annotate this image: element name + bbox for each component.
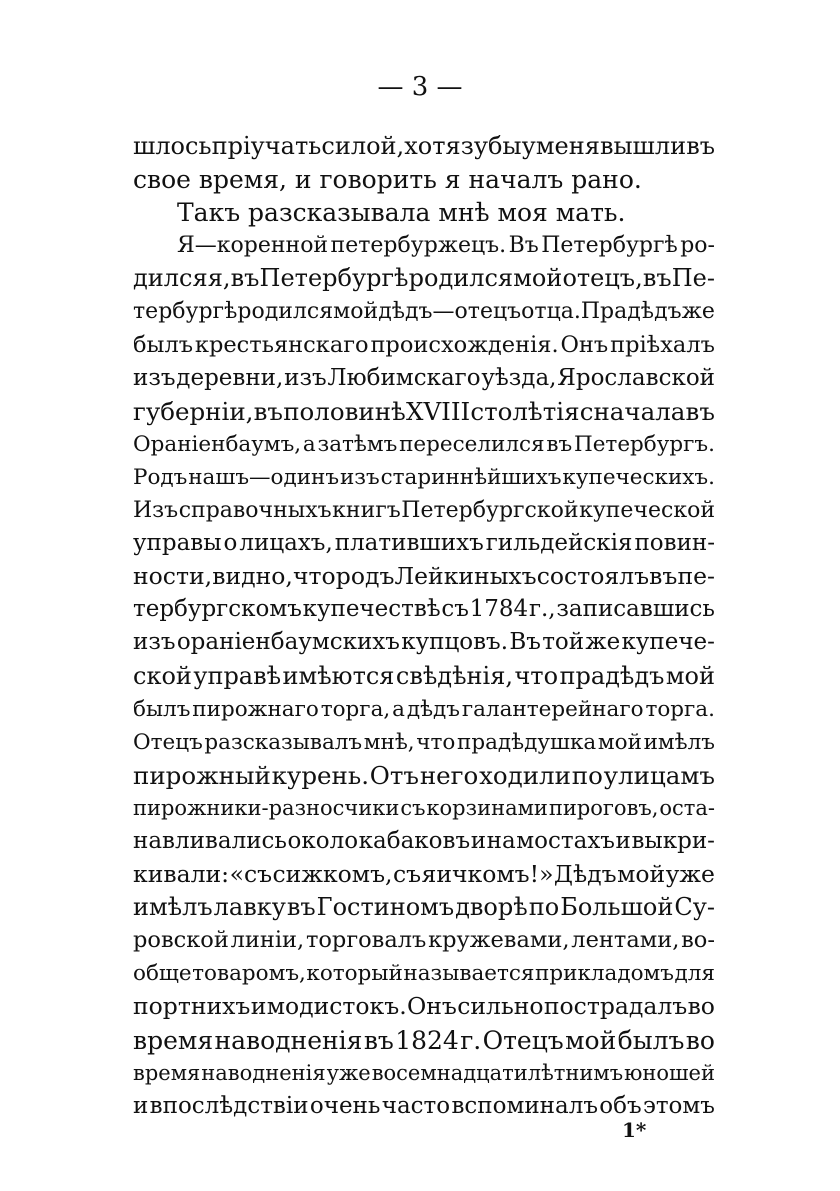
word: лавку bbox=[213, 893, 286, 922]
word: что bbox=[416, 729, 456, 755]
word: восемнадцатилѣтнимъ bbox=[371, 1060, 624, 1085]
word: зубы bbox=[460, 132, 522, 160]
word: происхожденія. bbox=[370, 331, 559, 358]
word: торговалъ bbox=[305, 927, 427, 954]
text-line bbox=[133, 1057, 715, 1090]
word: сначала bbox=[579, 396, 686, 426]
word: свѣдѣнія, bbox=[395, 661, 513, 690]
word: Въ bbox=[509, 629, 541, 656]
body-text bbox=[133, 130, 715, 1123]
word: а bbox=[302, 431, 316, 457]
word: XVIII bbox=[406, 396, 471, 426]
word: былъ bbox=[133, 331, 194, 358]
word: лицахъ, bbox=[239, 530, 333, 557]
word: пе- bbox=[677, 562, 715, 591]
word: Пе- bbox=[671, 264, 715, 293]
word: а bbox=[392, 696, 405, 722]
word: торга. bbox=[645, 696, 715, 722]
word: видно, bbox=[212, 562, 293, 591]
word: въ bbox=[686, 132, 715, 160]
word: прадѣдушка bbox=[457, 729, 597, 755]
word: по bbox=[571, 760, 603, 790]
word: состоялъ bbox=[536, 562, 650, 591]
word: дѣдъ—отецъ bbox=[378, 299, 522, 325]
word: справочныхъ bbox=[178, 498, 332, 524]
word: имѣются bbox=[282, 661, 395, 690]
word: кивали: bbox=[133, 860, 230, 889]
text-line bbox=[133, 957, 715, 990]
word: улицамъ bbox=[603, 760, 715, 790]
word: ходили bbox=[479, 760, 571, 790]
word: и bbox=[250, 992, 267, 1021]
word: Гостиномъ bbox=[316, 893, 455, 922]
word: товаромъ, bbox=[192, 961, 306, 987]
word: изъ bbox=[133, 629, 176, 656]
word: ности, bbox=[133, 562, 213, 591]
word: Отецъ bbox=[133, 729, 203, 755]
word: Су- bbox=[674, 893, 715, 922]
text-line bbox=[133, 560, 715, 593]
text-line bbox=[133, 825, 715, 858]
word: губерніи, bbox=[133, 396, 254, 426]
word: пирожнаго bbox=[192, 696, 319, 722]
word: родился bbox=[237, 299, 334, 325]
word: тербургѣ bbox=[133, 299, 238, 325]
word: время bbox=[133, 1025, 214, 1055]
word: Родъ bbox=[133, 464, 188, 490]
word: обще bbox=[133, 961, 192, 987]
word: Петербургской bbox=[401, 498, 579, 524]
word: отца. bbox=[521, 299, 581, 325]
word: шлось bbox=[133, 132, 212, 160]
word: модистокъ. bbox=[266, 992, 407, 1021]
word: на bbox=[486, 827, 516, 854]
page-number: — 3 — bbox=[377, 72, 463, 102]
word: Изъ bbox=[133, 498, 179, 524]
text-line bbox=[133, 395, 715, 428]
text-line bbox=[133, 660, 715, 693]
word: наводненія bbox=[201, 1060, 326, 1085]
text-line bbox=[133, 858, 715, 891]
word: купеческой bbox=[579, 498, 715, 524]
word: и bbox=[470, 827, 487, 854]
text-line bbox=[133, 428, 715, 461]
word: пріучать bbox=[211, 132, 322, 160]
text-line bbox=[133, 1024, 715, 1057]
word: книгъ bbox=[332, 498, 401, 524]
line-text: свое время, и говорить я началъ рано. bbox=[133, 165, 642, 195]
word: торга, bbox=[320, 696, 391, 722]
word: прикладомъ bbox=[535, 961, 674, 987]
word: 1784 bbox=[469, 596, 529, 623]
word: наводненія bbox=[214, 1025, 363, 1055]
word: въ bbox=[546, 431, 573, 457]
text-line bbox=[133, 759, 715, 792]
word: очень bbox=[309, 1092, 381, 1119]
word: и bbox=[615, 827, 631, 854]
word: той bbox=[542, 629, 585, 656]
word: Прадѣдъ bbox=[580, 299, 682, 325]
word: уже bbox=[326, 1060, 371, 1085]
word: лентами, bbox=[571, 927, 680, 954]
word: Онъ bbox=[560, 331, 609, 358]
word: разсказывалъ bbox=[204, 729, 363, 755]
word: Ярославской bbox=[557, 364, 715, 391]
text-line bbox=[133, 229, 715, 262]
word: кабаковъ bbox=[358, 827, 471, 854]
word: петербуржецъ. bbox=[330, 233, 507, 259]
word: сижкомъ, bbox=[272, 860, 393, 889]
text-line bbox=[133, 990, 715, 1023]
word: уѣзда, bbox=[481, 364, 557, 391]
word: затѣмъ bbox=[317, 431, 398, 457]
word: въ bbox=[649, 562, 678, 591]
word: ро- bbox=[680, 233, 715, 259]
text-line bbox=[133, 163, 715, 196]
word: вышли bbox=[599, 132, 687, 160]
text-line bbox=[133, 494, 715, 527]
word: изъ bbox=[284, 364, 327, 391]
word: Большой bbox=[560, 893, 674, 922]
text-line bbox=[133, 792, 715, 825]
word: въ bbox=[642, 264, 672, 293]
word: мнѣ, bbox=[363, 729, 415, 755]
word: что bbox=[514, 661, 559, 690]
word: ораніенбаумскихъ bbox=[176, 629, 400, 656]
word: записавшись bbox=[556, 596, 715, 623]
word: Петербургѣ bbox=[541, 233, 678, 259]
word: галантерейнаго bbox=[461, 696, 644, 722]
word: уже bbox=[665, 860, 715, 889]
word: управы bbox=[133, 530, 222, 557]
text-line bbox=[133, 626, 715, 659]
word: пирожники-разносчики bbox=[133, 795, 400, 820]
text-line bbox=[133, 924, 715, 957]
word: столѣтія bbox=[470, 396, 580, 426]
word: родъ bbox=[335, 562, 395, 591]
word: мой bbox=[665, 661, 715, 690]
text-line bbox=[133, 527, 715, 560]
word: Отецъ bbox=[482, 1025, 564, 1055]
word: въ bbox=[685, 396, 715, 426]
word: мой bbox=[597, 729, 642, 755]
word: Дѣдъ bbox=[553, 860, 617, 889]
word: «съ bbox=[229, 860, 273, 889]
word: стариннѣйшихъ bbox=[380, 464, 562, 490]
word: купцовъ. bbox=[401, 629, 509, 656]
word: силой, bbox=[321, 132, 405, 160]
word: въ bbox=[286, 893, 316, 922]
word: г. bbox=[460, 1025, 482, 1055]
text-line bbox=[133, 593, 715, 626]
word: г., bbox=[528, 596, 556, 623]
word: прадѣдъ bbox=[559, 661, 665, 690]
word: мой bbox=[333, 299, 379, 325]
word: хотя bbox=[404, 132, 461, 160]
word: Онъ bbox=[406, 992, 457, 1021]
word: этомъ bbox=[642, 1092, 715, 1119]
word: нашъ—одинъ bbox=[188, 464, 340, 490]
word: дился bbox=[133, 264, 208, 293]
word: и bbox=[133, 1092, 149, 1119]
word: навливались bbox=[133, 827, 287, 854]
word: съ bbox=[392, 860, 422, 889]
text-line bbox=[133, 726, 715, 759]
word: Въ bbox=[508, 233, 539, 259]
word: же bbox=[681, 299, 715, 325]
word: мостахъ bbox=[516, 827, 615, 854]
text-line bbox=[133, 262, 715, 295]
word: во- bbox=[681, 927, 715, 954]
line-text: Такъ разсказывала мнѣ моя мать. bbox=[177, 198, 626, 228]
text-line bbox=[133, 362, 715, 395]
text-line bbox=[133, 891, 715, 924]
word: переселился bbox=[399, 431, 545, 457]
word: тербургскомъ bbox=[133, 596, 302, 623]
word: платившихъ bbox=[334, 530, 484, 557]
word: имѣлъ bbox=[643, 729, 715, 755]
word: кружевами, bbox=[428, 927, 570, 954]
word: во bbox=[685, 1025, 715, 1055]
word: пострадалъ bbox=[543, 992, 688, 1021]
word: около bbox=[287, 827, 359, 854]
word: купече- bbox=[621, 629, 715, 656]
word: купеческихъ. bbox=[562, 464, 715, 490]
word: отецъ, bbox=[562, 264, 643, 293]
word: Ораніенбаумъ, bbox=[133, 431, 302, 457]
word: съ bbox=[400, 795, 426, 820]
word: 1824 bbox=[395, 1025, 459, 1055]
text-line bbox=[133, 461, 715, 494]
word: Я—коренной bbox=[177, 233, 329, 259]
word: выкри- bbox=[631, 827, 715, 854]
word: Отъ bbox=[369, 760, 420, 790]
word: корзинами bbox=[426, 795, 548, 820]
word: оста- bbox=[659, 795, 715, 820]
word: для bbox=[674, 961, 715, 987]
word: яичкомъ!» bbox=[421, 860, 554, 889]
word: курень. bbox=[271, 760, 369, 790]
word: во bbox=[687, 992, 715, 1021]
word: Петербургѣ bbox=[259, 264, 409, 293]
text-line bbox=[133, 196, 715, 229]
word: въ bbox=[230, 264, 260, 293]
word: Любимскаго bbox=[327, 364, 481, 391]
word: купечествѣ bbox=[302, 596, 441, 623]
text-line bbox=[133, 295, 715, 328]
word: что bbox=[292, 562, 336, 591]
text-line bbox=[133, 329, 715, 362]
word: повин- bbox=[634, 530, 715, 557]
word: время bbox=[133, 1060, 201, 1085]
word: изъ bbox=[133, 364, 176, 391]
word: ровской bbox=[133, 927, 229, 954]
word: гильдейскія bbox=[485, 530, 633, 557]
word: который bbox=[306, 961, 403, 987]
word: пріѣхалъ bbox=[610, 331, 715, 358]
word: юношей bbox=[624, 1060, 715, 1085]
word: часто bbox=[381, 1092, 451, 1119]
word: Лейкиныхъ bbox=[394, 562, 537, 591]
word: Петербургъ. bbox=[573, 431, 715, 457]
word: родился bbox=[408, 264, 514, 293]
word: мой bbox=[617, 860, 666, 889]
word: деревни, bbox=[176, 364, 284, 391]
word: крестьянскаго bbox=[194, 331, 369, 358]
word: дворѣ bbox=[455, 893, 528, 922]
word: пирожный bbox=[133, 760, 271, 790]
word: мой bbox=[513, 264, 563, 293]
signature-mark: 1* bbox=[622, 1118, 647, 1142]
word: пироговъ, bbox=[548, 795, 659, 820]
word: былъ bbox=[133, 696, 191, 722]
word: по bbox=[528, 893, 560, 922]
word: управѣ bbox=[193, 661, 282, 690]
word: въ bbox=[363, 1025, 394, 1055]
word: него bbox=[419, 760, 479, 790]
word: дѣдъ bbox=[406, 696, 460, 722]
word: въ bbox=[253, 396, 284, 426]
word: у bbox=[521, 132, 536, 160]
word: я, bbox=[207, 264, 231, 293]
word: называется bbox=[403, 961, 535, 987]
word: впослѣдствіи bbox=[149, 1092, 309, 1119]
word: вспоминалъ bbox=[451, 1092, 598, 1119]
word: имѣлъ bbox=[133, 893, 213, 922]
word: объ bbox=[599, 1092, 642, 1119]
word: меня bbox=[535, 132, 600, 160]
word: половинѣ bbox=[283, 396, 406, 426]
word: ской bbox=[133, 661, 192, 690]
word: сильно bbox=[457, 992, 544, 1021]
word: портнихъ bbox=[133, 992, 251, 1021]
word: линіи, bbox=[230, 927, 305, 954]
text-line bbox=[133, 130, 715, 163]
word: былъ bbox=[617, 1025, 685, 1055]
word: мой bbox=[565, 1025, 617, 1055]
word: о bbox=[223, 530, 238, 557]
word: же bbox=[585, 629, 621, 656]
word: съ bbox=[441, 596, 469, 623]
text-line bbox=[133, 693, 715, 726]
word: изъ bbox=[339, 464, 380, 490]
